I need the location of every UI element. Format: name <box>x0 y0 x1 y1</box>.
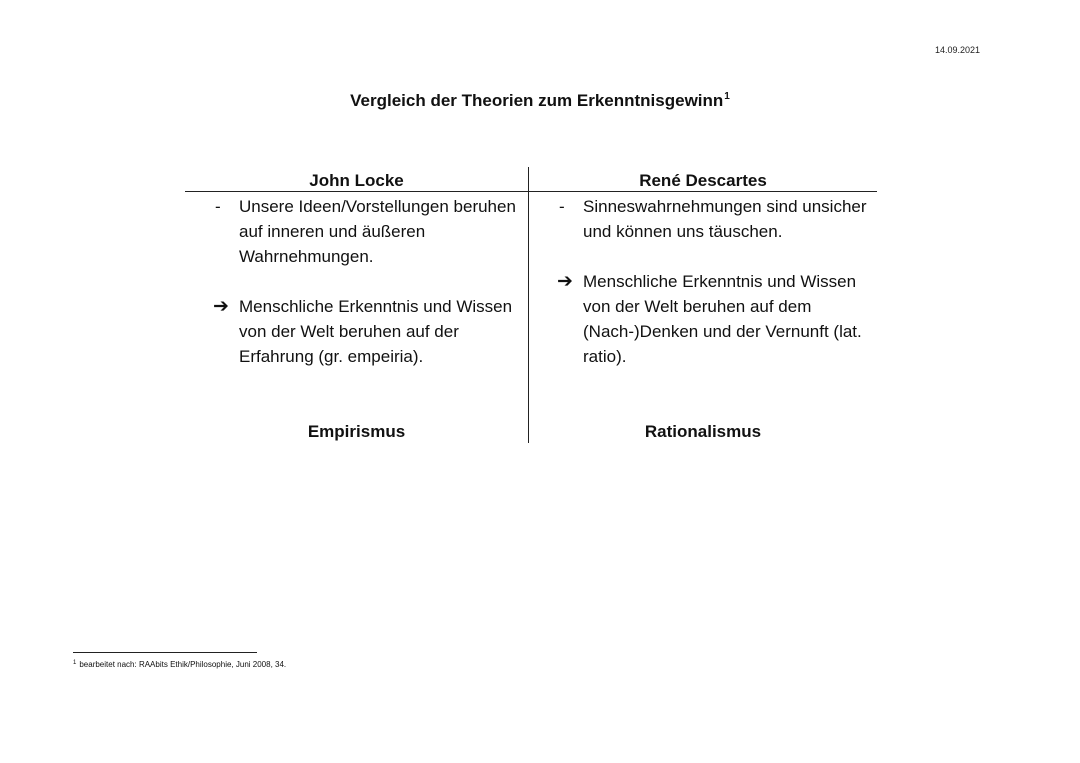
descartes-conclusion-text: Menschliche Erkenntnis und Wissen von der Welt beruhen auf dem (Nach-)Denken und der Vernunft (lat. ratio). <box>583 272 862 366</box>
descartes-heading: René Descartes <box>639 171 767 190</box>
page-title-text: Vergleich der Theorien zum Erkenntnisgewinn <box>350 91 724 110</box>
footnote-text: bearbeitet nach: RAAbits Ethik/Philosophie, Juni 2008, 34. <box>79 660 287 669</box>
descartes-conclusion <box>529 269 877 369</box>
locke-bullet <box>185 194 528 269</box>
locke-conclusion-text: Menschliche Erkenntnis und Wissen von der Welt beruhen auf der Erfahrung (gr. empeiria). <box>239 297 513 366</box>
locke-column <box>185 194 528 369</box>
document-date: 14.09.2021 <box>935 45 981 55</box>
dash-marker: - <box>559 197 565 216</box>
footnote <box>73 660 286 669</box>
table-header-divider <box>185 191 877 192</box>
arrow-icon: ➔ <box>557 271 573 292</box>
dash-marker: - <box>215 197 221 216</box>
arrow-icon: ➔ <box>213 296 229 317</box>
locke-conclusion <box>185 294 528 369</box>
locke-bullet-text: Unsere Ideen/Vorstellungen beruhen auf inneren und äußeren Wahrnehmungen. <box>239 197 516 266</box>
descartes-bullet <box>529 194 877 244</box>
rationalismus-label: Rationalismus <box>644 422 762 441</box>
footnote-mark: 1 <box>73 660 77 666</box>
descartes-bullet-text: Sinneswahrnehmungen sind unsicher und können uns täuschen. <box>583 197 867 241</box>
locke-heading: John Locke <box>309 171 404 190</box>
footnote-divider <box>73 652 257 653</box>
page-title <box>0 91 1080 111</box>
empirismus-label: Empirismus <box>307 422 406 441</box>
title-footnote-mark: 1 <box>724 91 730 102</box>
descartes-column <box>529 194 877 369</box>
